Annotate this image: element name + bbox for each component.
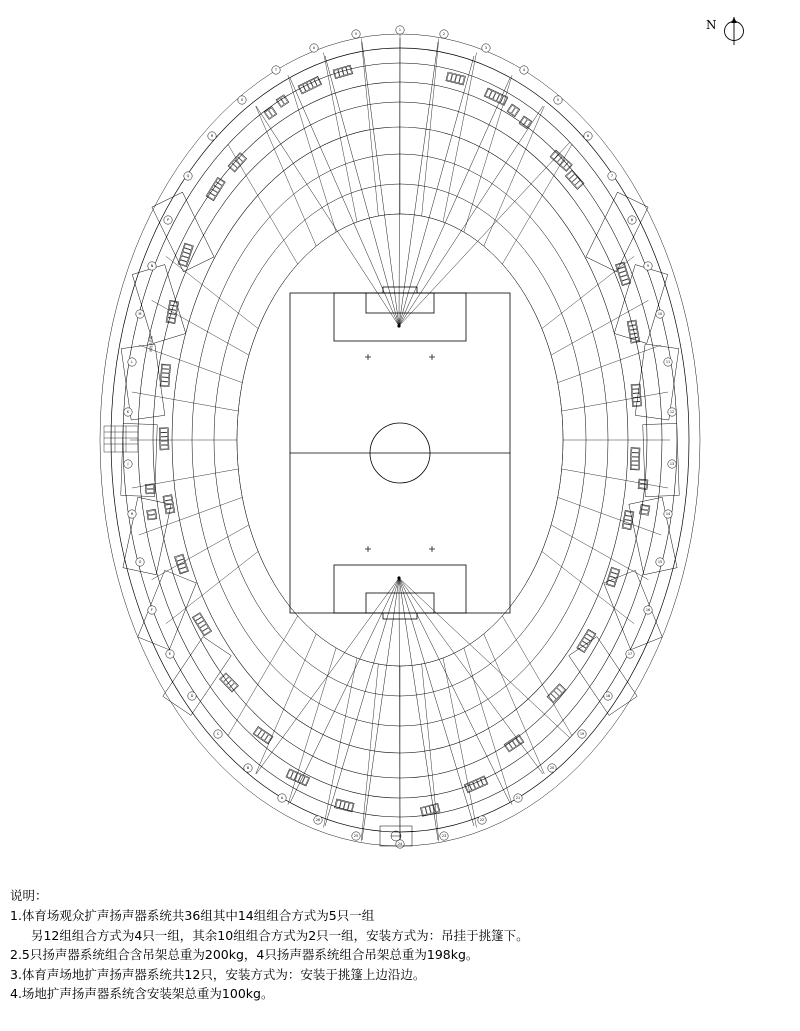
svg-text:22: 22 <box>479 818 485 823</box>
svg-text:F: F <box>151 608 153 613</box>
svg-text:10: 10 <box>657 312 663 317</box>
svg-text:G: G <box>138 560 142 565</box>
svg-text:7: 7 <box>610 174 614 179</box>
svg-text:K: K <box>126 410 130 415</box>
note-line-1: 1.体育场观众扩声扬声器系统共36组其中14组组合方式为5只一组 <box>10 908 375 923</box>
svg-text:D: D <box>190 694 194 699</box>
svg-text:8: 8 <box>630 218 634 223</box>
svg-text:场地扬声器: 场地扬声器 <box>149 336 153 352</box>
svg-text:24: 24 <box>397 842 403 847</box>
svg-text:Q: Q <box>186 174 190 179</box>
note-line-2: 另12组组合方式为4只一组，其余10组组合方式为2只一组，安装方式为：吊挂于挑篷下。 <box>23 927 529 943</box>
svg-text:3: 3 <box>484 46 488 51</box>
svg-text:26: 26 <box>315 818 321 823</box>
svg-text:23: 23 <box>441 834 447 839</box>
notes-title: 说明： <box>10 888 48 903</box>
svg-text:2: 2 <box>442 32 446 37</box>
note-line-4: 3.体育声场地扩声扬声器系统共12只，安装方式为：安装于挑篷上边沿边。 <box>10 966 426 982</box>
svg-text:5: 5 <box>556 98 560 103</box>
svg-text:H: H <box>130 512 134 517</box>
svg-text:9: 9 <box>646 264 650 269</box>
svg-text:U: U <box>312 46 316 51</box>
svg-text:T: T <box>274 68 278 73</box>
svg-text:13: 13 <box>669 462 675 467</box>
note-line-3: 2.5只扬声器系统组合含吊架总重为200kg，4只扬声器系统组合吊架总重为198kg。 <box>10 947 479 962</box>
svg-text:17: 17 <box>627 652 633 657</box>
svg-text:V: V <box>354 32 358 37</box>
svg-text:1: 1 <box>398 28 402 33</box>
svg-text:16: 16 <box>645 608 651 613</box>
svg-text:11: 11 <box>665 360 671 365</box>
svg-text:S: S <box>240 98 244 103</box>
detail-table <box>104 426 138 452</box>
svg-text:M: M <box>138 312 142 317</box>
svg-text:C: C <box>216 732 220 737</box>
svg-text:6: 6 <box>586 134 590 139</box>
svg-text:R: R <box>210 134 214 139</box>
north-label: N <box>706 18 717 32</box>
svg-text:A: A <box>280 796 284 801</box>
svg-text:14: 14 <box>665 512 671 517</box>
note-line-5: 4.场地扩声扬声器系统含安装架总重为100kg。 <box>10 986 274 1001</box>
svg-text:12: 12 <box>669 410 675 415</box>
svg-text:21: 21 <box>515 796 521 801</box>
svg-text:E: E <box>168 652 172 657</box>
svg-text:15: 15 <box>657 560 663 565</box>
svg-text:20: 20 <box>549 766 555 771</box>
svg-text:J: J <box>127 462 129 467</box>
svg-text:B: B <box>246 766 250 771</box>
svg-text:18: 18 <box>605 694 611 699</box>
svg-text:4: 4 <box>522 68 526 73</box>
svg-text:P: P <box>166 218 170 223</box>
svg-text:25: 25 <box>353 834 359 839</box>
svg-text:L: L <box>131 360 133 365</box>
notes-block <box>10 886 790 1004</box>
svg-text:19: 19 <box>579 732 585 737</box>
svg-text:N: N <box>150 264 154 269</box>
